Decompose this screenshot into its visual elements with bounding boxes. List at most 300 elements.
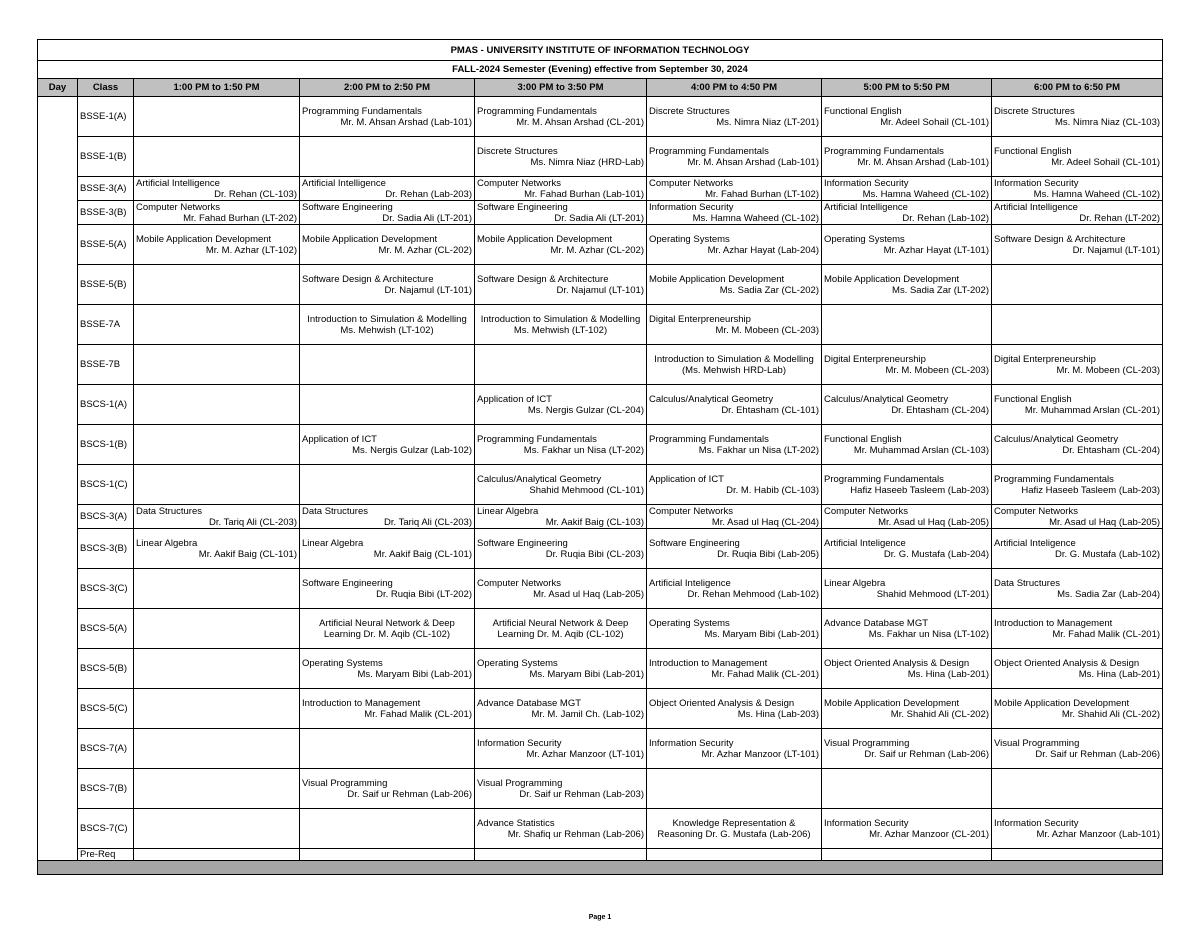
course-subject: Linear Algebra — [136, 537, 198, 549]
class-label: BSSE-5(B) — [78, 265, 134, 305]
bottom-bar-cell — [38, 861, 1163, 875]
schedule-cell — [475, 769, 647, 809]
schedule-cell — [134, 569, 300, 609]
course-teacher-room: Ms. Sadia Zar (Lab-204) — [1057, 588, 1161, 600]
schedule-cell — [475, 809, 647, 849]
schedule-cell — [822, 849, 992, 861]
schedule-cell — [647, 465, 822, 505]
course-subject: Information Security — [649, 737, 734, 749]
schedule-cell — [647, 689, 822, 729]
class-label: BSCS-5(C) — [78, 689, 134, 729]
class-label: BSSE-1(B) — [78, 137, 134, 177]
course-subject: Data Structures — [302, 505, 368, 517]
schedule-cell — [647, 505, 822, 529]
schedule-cell — [992, 505, 1163, 529]
schedule-cell — [475, 345, 647, 385]
course-teacher-room: Mr. M. Mobeen (CL-203) — [1056, 364, 1161, 376]
schedule-row — [38, 769, 1163, 809]
course-subject: Operating Systems — [649, 233, 730, 245]
course-subject: Software Design & Architecture — [477, 273, 609, 285]
schedule-cell — [300, 425, 475, 465]
schedule-cell — [647, 529, 822, 569]
course-teacher-room: Dr. Saif ur Rehman (Lab-206) — [864, 748, 989, 760]
schedule-cell — [475, 505, 647, 529]
class-label: BSCS-3(A) — [78, 505, 134, 529]
course-teacher-room: Dr. Ruqia Bibi (CL-203) — [545, 548, 644, 560]
course-subject: Calculus/Analytical Geometry — [824, 393, 949, 405]
course-subject: Discrete Structures — [477, 145, 558, 157]
course-teacher-room: Mr. Aakif Baig (CL-101) — [198, 548, 297, 560]
course-teacher-room: Dr. Sadia Ali (LT-201) — [382, 212, 472, 224]
schedule-cell — [134, 345, 300, 385]
class-label: Pre-Req — [78, 849, 134, 861]
schedule-row — [38, 849, 1163, 861]
course-teacher-room: Ms. Hina (Lab-201) — [1078, 668, 1161, 680]
schedule-cell — [647, 569, 822, 609]
course-subject: Computer Networks — [477, 577, 561, 589]
course-subject: Visual Programming — [302, 777, 388, 789]
course-teacher-room: Mr. M. Azhar (CL-202) — [378, 244, 472, 256]
course-teacher-room: Ms. Fakhar un Nisa (LT-202) — [698, 444, 819, 456]
course-teacher-room: Dr. G. Mustafa (Lab-102) — [1054, 548, 1161, 560]
course-subject: Object Oriented Analysis & Design — [649, 697, 795, 709]
course-teacher-room: Mr. Azhar Manzoor (LT-101) — [701, 748, 819, 760]
schedule-cell — [647, 177, 822, 201]
course-subject: Digital Enterpreneurship — [649, 313, 751, 325]
day-cell — [38, 97, 78, 861]
course-subject: Software Engineering — [477, 201, 568, 213]
schedule-cell — [134, 177, 300, 201]
course-teacher-room: Ms. Nergis Gulzar (Lab-102) — [352, 444, 472, 456]
course-entry: Introduction to Simulation & Modelling Ms. Mehwish (LT-102) — [480, 313, 641, 336]
schedule-cell — [475, 689, 647, 729]
course-subject: Programming Fundamentals — [477, 105, 597, 117]
schedule-cell — [134, 809, 300, 849]
course-subject: Introduction to Management — [994, 617, 1113, 629]
schedule-cell — [822, 809, 992, 849]
course-subject: Computer Networks — [824, 505, 908, 517]
schedule-cell — [300, 177, 475, 201]
course-teacher-room: Shahid Mehmood (CL-101) — [529, 484, 644, 496]
schedule-row — [38, 201, 1163, 225]
schedule-cell — [134, 465, 300, 505]
schedule-cell — [992, 609, 1163, 649]
schedule-cell — [647, 137, 822, 177]
course-subject: Data Structures — [994, 577, 1060, 589]
schedule-cell — [992, 689, 1163, 729]
course-teacher-room: Mr. Fahad Burhan (LT-202) — [183, 212, 297, 224]
course-teacher-room: Mr. Asad ul Haq (Lab-205) — [878, 516, 989, 528]
course-subject: Visual Programming — [994, 737, 1080, 749]
schedule-row — [38, 505, 1163, 529]
course-teacher-room: Ms. Fakhar un Nisa (LT-202) — [523, 444, 644, 456]
course-teacher-room: Dr. Najamul (LT-101) — [1072, 244, 1161, 256]
class-label: BSCS-3(B) — [78, 529, 134, 569]
schedule-cell — [300, 729, 475, 769]
course-teacher-room: Mr. M. Ahsan Arshad (Lab-101) — [857, 156, 989, 168]
course-subject: Visual Programming — [824, 737, 910, 749]
schedule-cell — [134, 425, 300, 465]
schedule-cell — [134, 505, 300, 529]
course-teacher-room: Mr. Azhar Hayat (LT-101) — [883, 244, 989, 256]
course-teacher-room: Dr. Ehtasham (CL-204) — [891, 404, 989, 416]
page-footer: Page 1 — [588, 914, 612, 921]
course-teacher-room: Ms. Nimra Niaz (HRD-Lab) — [530, 156, 644, 168]
schedule-cell — [822, 465, 992, 505]
schedule-cell — [992, 225, 1163, 265]
course-subject: Computer Networks — [136, 201, 220, 213]
course-subject: Programming Fundamentals — [824, 473, 944, 485]
course-teacher-room: Dr. Saif ur Rehman (Lab-206) — [1035, 748, 1161, 760]
schedule-cell — [992, 569, 1163, 609]
course-subject: Introduction to Management — [302, 697, 421, 709]
course-subject: Software Engineering — [302, 201, 393, 213]
course-subject: Programming Fundamentals — [649, 433, 769, 445]
schedule-cell — [822, 385, 992, 425]
course-teacher-room: Mr. M. Mobeen (CL-203) — [885, 364, 989, 376]
course-teacher-room: Mr. Muhammad Arslan (CL-201) — [1024, 404, 1161, 416]
schedule-cell — [647, 225, 822, 265]
course-teacher-room: Mr. Fahad Malik (CL-201) — [364, 708, 472, 720]
course-subject: Digital Enterpreneurship — [824, 353, 926, 365]
course-subject: Operating Systems — [477, 657, 558, 669]
schedule-cell — [300, 345, 475, 385]
schedule-row — [38, 609, 1163, 649]
course-subject: Computer Networks — [477, 177, 561, 189]
sheet-subtitle: FALL-2024 Semester (Evening) effective from September 30, 2024 — [38, 61, 1163, 79]
course-subject: Digital Enterpreneurship — [994, 353, 1096, 365]
course-subject: Computer Networks — [649, 177, 733, 189]
schedule-cell — [992, 529, 1163, 569]
course-teacher-room: Dr. Najamul (LT-101) — [556, 284, 644, 296]
course-teacher-room: Hafiz Haseeb Tasleem (Lab-203) — [850, 484, 989, 496]
course-teacher-room: Dr. Rehan (LT-202) — [1079, 212, 1161, 224]
schedule-cell — [822, 529, 992, 569]
course-entry: Introduction to Simulation & Modelling (Ms. Mehwish HRD-Lab) — [654, 353, 814, 376]
course-subject: Programming Fundamentals — [649, 145, 769, 157]
schedule-cell — [134, 305, 300, 345]
course-subject: Artificial Intelligence — [824, 201, 908, 213]
schedule-cell — [475, 529, 647, 569]
course-subject: Visual Programming — [477, 777, 563, 789]
course-teacher-room: Ms. Hamna Waheed (CL-102) — [692, 212, 819, 224]
schedule-row — [38, 137, 1163, 177]
schedule-cell — [992, 849, 1163, 861]
course-subject: Computer Networks — [994, 505, 1078, 517]
schedule-row — [38, 569, 1163, 609]
course-subject: Software Design & Architecture — [994, 233, 1126, 245]
schedule-cell — [475, 649, 647, 689]
course-subject: Application of ICT — [477, 393, 552, 405]
schedule-row — [38, 809, 1163, 849]
schedule-cell — [300, 201, 475, 225]
schedule-cell — [647, 305, 822, 345]
course-teacher-room: Mr. Aakif Baig (CL-101) — [373, 548, 472, 560]
course-teacher-room: Dr. Saif ur Rehman (Lab-206) — [347, 788, 472, 800]
course-subject: Linear Algebra — [824, 577, 886, 589]
course-subject: Artificial Inteligence — [824, 537, 906, 549]
course-teacher-room: Mr. Azhar Manzoor (Lab-101) — [1036, 828, 1161, 840]
course-subject: Data Structures — [136, 505, 202, 517]
course-subject: Calculus/Analytical Geometry — [477, 473, 602, 485]
header-slot-6: 6:00 PM to 6:50 PM — [992, 79, 1163, 97]
timetable — [37, 39, 1163, 875]
schedule-cell — [647, 729, 822, 769]
course-subject: Discrete Structures — [649, 105, 730, 117]
course-teacher-room: Mr. M. Ahsan Arshad (Lab-101) — [340, 116, 472, 128]
course-subject: Artificial Intelligence — [136, 177, 220, 189]
schedule-row — [38, 225, 1163, 265]
schedule-cell — [475, 569, 647, 609]
schedule-row — [38, 529, 1163, 569]
course-subject: Mobile Application Development — [994, 697, 1130, 709]
schedule-cell — [822, 769, 992, 809]
schedule-row — [38, 265, 1163, 305]
schedule-cell — [822, 137, 992, 177]
course-subject: Functional English — [824, 105, 902, 117]
course-subject: Advance Database MGT — [477, 697, 582, 709]
course-teacher-room: Ms. Nergis Gulzar (CL-204) — [527, 404, 644, 416]
schedule-cell — [822, 425, 992, 465]
course-subject: Programming Fundamentals — [994, 473, 1114, 485]
class-label: BSSE-7B — [78, 345, 134, 385]
course-entry: Introduction to Simulation & Modelling Ms. Mehwish (LT-102) — [307, 313, 467, 336]
course-subject: Linear Algebra — [477, 505, 539, 517]
schedule-cell — [992, 265, 1163, 305]
course-subject: Information Security — [477, 737, 562, 749]
class-label: BSCS-3(C) — [78, 569, 134, 609]
course-teacher-room: Mr. Shahid Ali (CL-202) — [890, 708, 989, 720]
course-teacher-room: Hafiz Haseeb Tasleem (Lab-203) — [1021, 484, 1161, 496]
course-subject: Operating Systems — [302, 657, 383, 669]
course-teacher-room: Mr. Shafiq ur Rehman (Lab-206) — [507, 828, 644, 840]
course-subject: Mobile Application Development — [302, 233, 438, 245]
course-subject: Application of ICT — [302, 433, 377, 445]
schedule-cell — [134, 689, 300, 729]
schedule-row — [38, 649, 1163, 689]
schedule-cell — [475, 729, 647, 769]
course-subject: Artificial Inteligence — [994, 537, 1076, 549]
course-teacher-room: Mr. M. Ahsan Arshad (Lab-101) — [687, 156, 819, 168]
schedule-cell — [300, 529, 475, 569]
course-subject: Introduction to Management — [649, 657, 768, 669]
course-teacher-room: Dr. Rehan Mehmood (Lab-102) — [687, 588, 819, 600]
schedule-row — [38, 385, 1163, 425]
course-subject: Application of ICT — [649, 473, 724, 485]
class-label: BSCS-7(C) — [78, 809, 134, 849]
schedule-cell — [647, 809, 822, 849]
header-class: Class — [78, 79, 134, 97]
schedule-cell — [475, 465, 647, 505]
course-teacher-room: Ms. Hamna Waheed (CL-102) — [862, 188, 989, 200]
schedule-cell — [300, 265, 475, 305]
course-teacher-room: Mr. Aakif Baig (CL-103) — [545, 516, 644, 528]
course-teacher-room: Ms. Sadia Zar (CL-202) — [719, 284, 819, 296]
course-teacher-room: Mr. Fahad Malik (CL-201) — [1052, 628, 1161, 640]
schedule-cell — [992, 137, 1163, 177]
schedule-cell — [300, 97, 475, 137]
class-label: BSCS-5(B) — [78, 649, 134, 689]
schedule-cell — [134, 529, 300, 569]
course-teacher-room: Mr. M. Ahsan Arshad (CL-201) — [516, 116, 644, 128]
course-teacher-room: Ms. Maryam Bibi (Lab-201) — [529, 668, 644, 680]
schedule-cell — [992, 385, 1163, 425]
schedule-cell — [647, 425, 822, 465]
course-subject: Information Security — [824, 817, 909, 829]
class-label: BSCS-7(B) — [78, 769, 134, 809]
course-subject: Object Oriented Analysis & Design — [824, 657, 970, 669]
schedule-cell — [300, 137, 475, 177]
course-teacher-room: Dr. Ehtasham (CL-101) — [721, 404, 819, 416]
class-label: BSCS-5(A) — [78, 609, 134, 649]
schedule-row — [38, 305, 1163, 345]
schedule-row — [38, 729, 1163, 769]
course-teacher-room: Dr. Saif ur Rehman (Lab-203) — [519, 788, 644, 800]
schedule-cell — [134, 729, 300, 769]
course-subject: Programming Fundamentals — [477, 433, 597, 445]
course-subject: Calculus/Analytical Geometry — [994, 433, 1119, 445]
header-slot-1: 1:00 PM to 1:50 PM — [134, 79, 300, 97]
schedule-cell — [647, 265, 822, 305]
course-teacher-room: Ms. Fakhar un Nisa (LT-102) — [868, 628, 989, 640]
course-teacher-room: Mr. Adeel Sohail (CL-101) — [1051, 156, 1161, 168]
schedule-cell — [134, 769, 300, 809]
schedule-cell — [475, 609, 647, 649]
schedule-cell — [300, 689, 475, 729]
schedule-cell — [647, 849, 822, 861]
schedule-cell — [992, 465, 1163, 505]
course-subject: Linear Algebra — [302, 537, 364, 549]
schedule-cell — [647, 201, 822, 225]
schedule-cell — [822, 569, 992, 609]
course-teacher-room: Mr. Azhar Manzoor (LT-101) — [526, 748, 644, 760]
schedule-cell — [475, 177, 647, 201]
schedule-cell — [992, 769, 1163, 809]
schedule-cell — [475, 385, 647, 425]
course-teacher-room: Mr. Fahad Malik (CL-201) — [711, 668, 819, 680]
schedule-cell — [134, 385, 300, 425]
course-subject: Object Oriented Analysis & Design — [994, 657, 1140, 669]
schedule-cell — [822, 177, 992, 201]
schedule-cell — [134, 609, 300, 649]
schedule-cell — [992, 649, 1163, 689]
course-teacher-room: Dr. Sadia Ali (LT-201) — [554, 212, 644, 224]
course-teacher-room: Mr. Fahad Burhan (LT-102) — [705, 188, 819, 200]
schedule-row — [38, 689, 1163, 729]
schedule-cell — [992, 305, 1163, 345]
course-teacher-room: Ms. Nimra Niaz (LT-201) — [716, 116, 819, 128]
schedule-cell — [822, 265, 992, 305]
schedule-cell — [300, 649, 475, 689]
class-label: BSSE-5(A) — [78, 225, 134, 265]
course-teacher-room: Dr. Rehan (Lab-203) — [385, 188, 472, 200]
schedule-cell — [822, 649, 992, 689]
schedule-cell — [647, 649, 822, 689]
schedule-cell — [475, 265, 647, 305]
schedule-cell — [300, 569, 475, 609]
schedule-cell — [475, 137, 647, 177]
class-label: BSCS-1(A) — [78, 385, 134, 425]
course-teacher-room: Dr. Tariq Ali (CL-203) — [384, 516, 472, 528]
schedule-cell — [992, 177, 1163, 201]
course-entry: Artificial Neural Network & Deep Learning Dr. M. Aqib (CL-102) — [492, 617, 629, 640]
header-slot-3: 3:00 PM to 3:50 PM — [475, 79, 647, 97]
header-slot-2: 2:00 PM to 2:50 PM — [300, 79, 475, 97]
schedule-cell — [300, 809, 475, 849]
course-entry: Artificial Neural Network & Deep Learning Dr. M. Aqib (CL-102) — [319, 617, 455, 640]
schedule-cell — [992, 345, 1163, 385]
schedule-cell — [822, 609, 992, 649]
course-teacher-room: Ms. Hamna Waheed (CL-102) — [1033, 188, 1161, 200]
course-subject: Software Engineering — [302, 577, 393, 589]
schedule-cell — [647, 609, 822, 649]
schedule-cell — [822, 97, 992, 137]
course-teacher-room: Mr. M. Jamil Ch. (Lab-102) — [531, 708, 644, 720]
schedule-cell — [475, 849, 647, 861]
course-teacher-room: Ms. Maryam Bibi (Lab-201) — [357, 668, 472, 680]
header-slot-5: 5:00 PM to 5:50 PM — [822, 79, 992, 97]
course-teacher-room: Dr. Ehtasham (CL-204) — [1062, 444, 1161, 456]
schedule-cell — [822, 305, 992, 345]
schedule-row — [38, 465, 1163, 505]
course-subject: Artificial Intelligence — [994, 201, 1078, 213]
schedule-cell — [300, 225, 475, 265]
course-teacher-room: Dr. Rehan (Lab-102) — [902, 212, 989, 224]
course-teacher-room: Mr. M. Mobeen (CL-203) — [715, 324, 819, 336]
schedule-cell — [475, 97, 647, 137]
course-subject: Artificial Inteligence — [649, 577, 731, 589]
schedule-cell — [992, 97, 1163, 137]
course-teacher-room: Dr. Tariq Ali (CL-203) — [209, 516, 297, 528]
schedule-cell — [647, 345, 822, 385]
course-teacher-room: Dr. G. Mustafa (Lab-204) — [883, 548, 989, 560]
course-teacher-room: Shahid Mehmood (LT-201) — [876, 588, 989, 600]
sheet-title: PMAS - UNIVERSITY INSTITUTE OF INFORMATION TECHNOLOGY — [38, 40, 1163, 61]
header-day: Day — [38, 79, 78, 97]
schedule-cell — [647, 97, 822, 137]
bottom-bar — [38, 861, 1163, 875]
course-teacher-room: Mr. Adeel Sohail (CL-101) — [880, 116, 989, 128]
schedule-cell — [992, 729, 1163, 769]
header-row — [38, 79, 1163, 97]
class-label: BSSE-1(A) — [78, 97, 134, 137]
schedule-row — [38, 425, 1163, 465]
course-subject: Advance Database MGT — [824, 617, 929, 629]
course-teacher-room: Ms. Maryam Bibi (Lab-201) — [704, 628, 819, 640]
course-subject: Programming Fundamentals — [302, 105, 422, 117]
course-subject: Discrete Structures — [994, 105, 1075, 117]
schedule-cell — [134, 137, 300, 177]
course-teacher-room: Dr. Ruqia Bibi (LT-202) — [376, 588, 472, 600]
course-subject: Information Security — [994, 817, 1079, 829]
schedule-row — [38, 345, 1163, 385]
class-label: BSSE-7A — [78, 305, 134, 345]
course-teacher-room: Mr. Asad ul Haq (CL-204) — [711, 516, 819, 528]
schedule-cell — [300, 305, 475, 345]
course-teacher-room: Mr. M. Azhar (CL-202) — [550, 244, 644, 256]
course-subject: Information Security — [824, 177, 909, 189]
course-subject: Functional English — [994, 145, 1072, 157]
schedule-cell — [134, 265, 300, 305]
course-teacher-room: Mr. Muhammad Arslan (CL-103) — [853, 444, 989, 456]
course-subject: Functional English — [994, 393, 1072, 405]
schedule-cell — [992, 809, 1163, 849]
class-label: BSSE-3(B) — [78, 201, 134, 225]
course-subject: Information Security — [649, 201, 734, 213]
class-label: BSSE-3(A) — [78, 177, 134, 201]
course-subject: Software Engineering — [649, 537, 740, 549]
course-subject: Calculus/Analytical Geometry — [649, 393, 774, 405]
